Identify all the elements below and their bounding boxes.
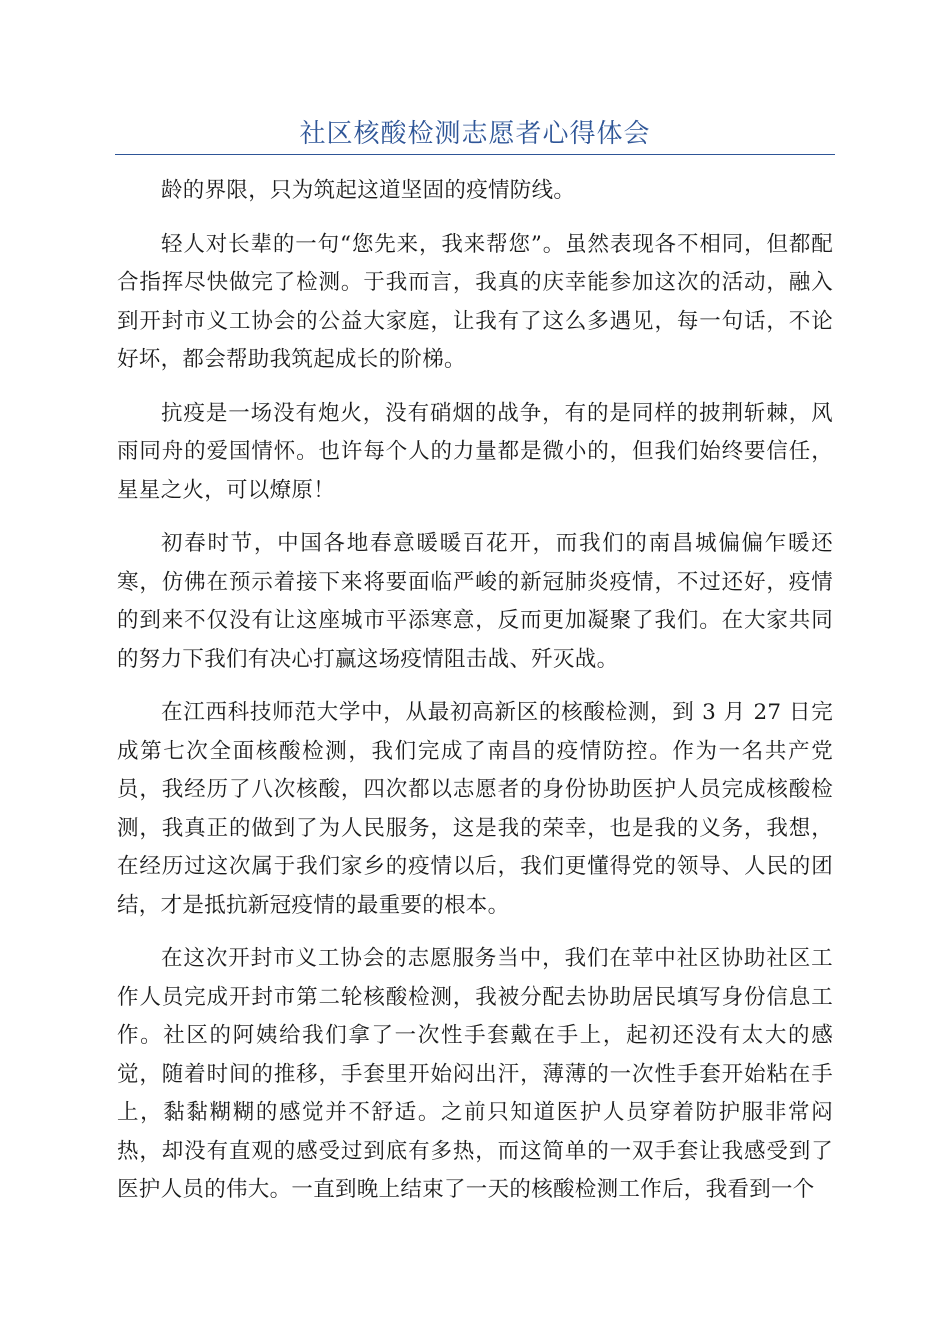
paragraph-2: 轻人对长辈的一句“您先来，我来帮您”。虽然表现各不相同，但都配合指挥尽快做完了检测。于我而言，我真的庆幸能参加这次的活动，融入到开封市义工协会的公益大家庭，让我有了这么多遇见，每一句话，不论好坏，都会帮助我筑起成长的阶梯。: [117, 231, 833, 372]
paragraph-4: 初春时节，中国各地春意暖暖百花开，而我们的南昌城偏偏乍暖还寒，仿佛在预示着接下来将要面临严峻的新冠肺炎疫情，不过还好，疫情的到来不仅没有让这座城市平添寒意，反而更加凝聚了我们。在大家共同的努力下我们有决心打赢这场疫情阻击战、歼灭战。: [117, 531, 833, 672]
document-title: 社区核酸检测志愿者心得体会: [299, 119, 651, 149]
paragraph-6: 在这次开封市义工协会的志愿服务当中，我们在苹中社区协助社区工作人员完成开封市第二轮核酸检测，我被分配去协助居民填写身份信息工作。社区的阿姨给我们拿了一次性手套戴在手上，起初还没有太大的感觉，随着时间的推移，手套里开始闷出汗，薄薄的一次性手套开始粘在手上，黏黏糊糊的感觉并不舒适。之前只知道医护人员穿着防护服非常闷热，却没有直观的感受过到底有多热，而这简单的一双手套让我感受到了医护人员的伟大。一直到晚上结束了一天的核酸检测工作后，我看到一个: [117, 946, 833, 1202]
document-body: [117, 172, 833, 1225]
title-underline: [115, 154, 835, 155]
paragraph-3: 抗疫是一场没有炮火，没有硝烟的战争，有的是同样的披荆斩棘，风雨同舟的爱国情怀。也许每个人的力量都是微小的，但我们始终要信任，星星之火，可以燎原！: [117, 400, 833, 503]
paragraph-5: 在江西科技师范大学中，从最初高新区的核酸检测，到 3 月 27 日完成第七次全面核酸检测，我们完成了南昌的疫情防控。作为一名共产党员，我经历了八次核酸，四次都以志愿者的身份协助医护人员完成核酸检测，我真正的做到了为人民服务，这是我的荣幸，也是我的义务，我想，在经历过这次属于我们家乡的疫情以后，我们更懂得党的领导、人民的团结，才是抵抗新冠疫情的最重要的根本。: [117, 700, 833, 918]
paragraph-1: 龄的界限，只为筑起这道坚固的疫情防线。: [161, 178, 576, 203]
